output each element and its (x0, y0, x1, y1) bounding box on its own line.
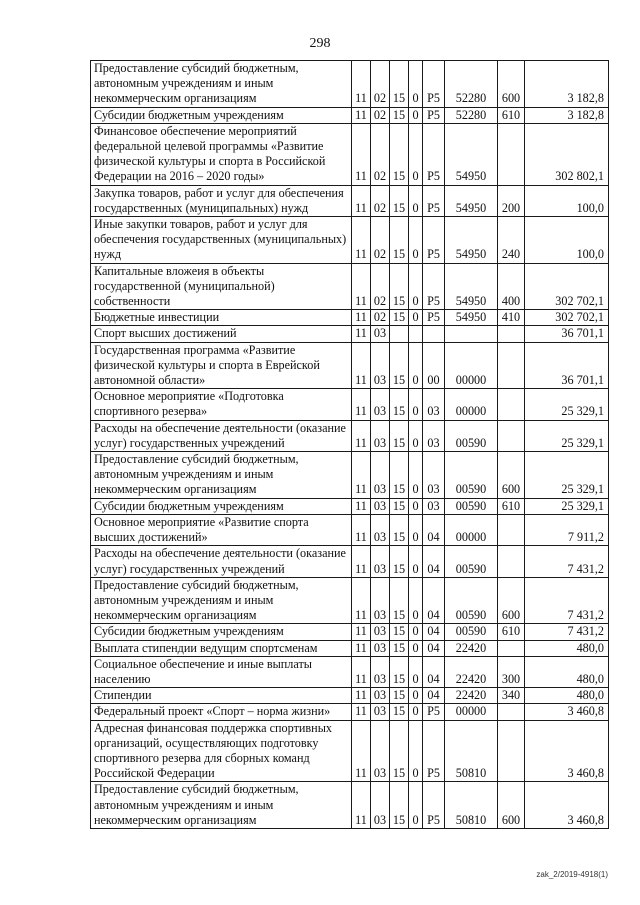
section-code-cell: 11 (352, 577, 371, 624)
table-row (91, 640, 609, 656)
row-name-cell: Субсидии бюджетным учреждениям (91, 498, 352, 514)
table-row (91, 326, 609, 342)
section-code-cell: 11 (352, 688, 371, 704)
event-code-cell: P5 (423, 704, 445, 720)
subprogram-code-cell: 0 (409, 123, 423, 185)
amount-cell: 7 431,2 (525, 624, 609, 640)
section-code-cell: 11 (352, 720, 371, 782)
amount-cell: 480,0 (525, 688, 609, 704)
subsection-code-cell: 03 (371, 452, 390, 499)
program-code-cell: 15 (390, 498, 409, 514)
event-code-cell: 03 (423, 420, 445, 451)
program-code-cell: 15 (390, 123, 409, 185)
amount-cell: 302 702,1 (525, 263, 609, 310)
expense-type-cell: 600 (498, 452, 525, 499)
event-code-cell: 04 (423, 640, 445, 656)
event-code-cell: P5 (423, 217, 445, 264)
table-row (91, 217, 609, 264)
amount-cell: 3 182,8 (525, 61, 609, 108)
expense-type-cell: 200 (498, 185, 525, 216)
event-code-cell: 03 (423, 452, 445, 499)
subprogram-code-cell: 0 (409, 310, 423, 326)
direction-code-cell: 54950 (445, 263, 498, 310)
subprogram-code-cell: 0 (409, 546, 423, 577)
program-code-cell: 15 (390, 107, 409, 123)
direction-code-cell: 50810 (445, 720, 498, 782)
table-row (91, 420, 609, 451)
table-row (91, 61, 609, 108)
direction-code-cell: 50810 (445, 782, 498, 829)
subsection-code-cell: 03 (371, 720, 390, 782)
event-code-cell: 00 (423, 342, 445, 389)
event-code-cell: P5 (423, 185, 445, 216)
program-code-cell: 15 (390, 342, 409, 389)
subsection-code-cell: 03 (371, 342, 390, 389)
direction-code-cell: 00590 (445, 452, 498, 499)
section-code-cell: 11 (352, 263, 371, 310)
subsection-code-cell: 03 (371, 577, 390, 624)
expense-type-cell (498, 640, 525, 656)
event-code-cell: 04 (423, 624, 445, 640)
expense-type-cell: 600 (498, 577, 525, 624)
subprogram-code-cell: 0 (409, 688, 423, 704)
row-name-cell: Адресная финансовая поддержка спортивных организаций, осуществляющих подготовку спортивного резерва для сборных команд Российской Федерации (91, 720, 352, 782)
subprogram-code-cell: 0 (409, 263, 423, 310)
subsection-code-cell: 02 (371, 185, 390, 216)
program-code-cell: 15 (390, 185, 409, 216)
table-row (91, 452, 609, 499)
subsection-code-cell: 03 (371, 656, 390, 687)
event-code-cell: 04 (423, 656, 445, 687)
section-code-cell: 11 (352, 123, 371, 185)
table-row (91, 498, 609, 514)
amount-cell: 25 329,1 (525, 452, 609, 499)
direction-code-cell: 00590 (445, 546, 498, 577)
section-code-cell: 11 (352, 342, 371, 389)
direction-code-cell: 00000 (445, 342, 498, 389)
budget-table (90, 60, 609, 829)
expense-type-cell: 610 (498, 498, 525, 514)
subprogram-code-cell: 0 (409, 107, 423, 123)
event-code-cell: 03 (423, 389, 445, 420)
subprogram-code-cell: 0 (409, 656, 423, 687)
amount-cell: 36 701,1 (525, 342, 609, 389)
subprogram-code-cell: 0 (409, 720, 423, 782)
section-code-cell: 11 (352, 656, 371, 687)
event-code-cell: P5 (423, 123, 445, 185)
expense-type-cell (498, 420, 525, 451)
row-name-cell: Капитальные вложеия в объекты государственной (муниципальной) собственности (91, 263, 352, 310)
subsection-code-cell: 03 (371, 546, 390, 577)
row-name-cell: Выплата стипендии ведущим спортсменам (91, 640, 352, 656)
expense-type-cell (498, 326, 525, 342)
event-code-cell: P5 (423, 61, 445, 108)
direction-code-cell: 00590 (445, 420, 498, 451)
subsection-code-cell: 02 (371, 310, 390, 326)
table-row (91, 546, 609, 577)
amount-cell: 100,0 (525, 217, 609, 264)
program-code-cell (390, 326, 409, 342)
section-code-cell: 11 (352, 420, 371, 451)
program-code-cell: 15 (390, 546, 409, 577)
subsection-code-cell: 03 (371, 498, 390, 514)
table-row (91, 624, 609, 640)
direction-code-cell: 00000 (445, 704, 498, 720)
section-code-cell: 11 (352, 452, 371, 499)
direction-code-cell: 52280 (445, 61, 498, 108)
table-row (91, 688, 609, 704)
direction-code-cell: 52280 (445, 107, 498, 123)
table-row (91, 310, 609, 326)
event-code-cell: 04 (423, 514, 445, 545)
subprogram-code-cell: 0 (409, 782, 423, 829)
program-code-cell: 15 (390, 577, 409, 624)
amount-cell: 3 460,8 (525, 782, 609, 829)
row-name-cell: Иные закупки товаров, работ и услуг для обеспечения государственных (муниципальных) нужд (91, 217, 352, 264)
amount-cell: 7 911,2 (525, 514, 609, 545)
event-code-cell: 04 (423, 688, 445, 704)
amount-cell: 302 802,1 (525, 123, 609, 185)
subprogram-code-cell: 0 (409, 342, 423, 389)
subsection-code-cell: 03 (371, 688, 390, 704)
direction-code-cell: 54950 (445, 310, 498, 326)
subsection-code-cell: 02 (371, 107, 390, 123)
row-name-cell: Предоставление субсидий бюджетным, автономным учреждениям и иным некоммерческим организациям (91, 782, 352, 829)
program-code-cell: 15 (390, 514, 409, 545)
subprogram-code-cell: 0 (409, 498, 423, 514)
row-name-cell: Расходы на обеспечение деятельности (оказание услуг) государственных учреждений (91, 420, 352, 451)
direction-code-cell: 54950 (445, 185, 498, 216)
event-code-cell: 03 (423, 498, 445, 514)
row-name-cell: Стипендии (91, 688, 352, 704)
table-row (91, 123, 609, 185)
row-name-cell: Государственная программа «Развитие физической культуры и спорта в Еврейской автономной области» (91, 342, 352, 389)
subsection-code-cell: 03 (371, 640, 390, 656)
subsection-code-cell: 03 (371, 624, 390, 640)
document-code: zak_2/2019-4918(1) (536, 870, 608, 879)
amount-cell: 3 460,8 (525, 704, 609, 720)
amount-cell: 480,0 (525, 656, 609, 687)
section-code-cell: 11 (352, 624, 371, 640)
subprogram-code-cell: 0 (409, 389, 423, 420)
amount-cell: 25 329,1 (525, 389, 609, 420)
section-code-cell: 11 (352, 514, 371, 545)
expense-type-cell: 400 (498, 263, 525, 310)
subsection-code-cell: 03 (371, 514, 390, 545)
program-code-cell: 15 (390, 688, 409, 704)
direction-code-cell: 54950 (445, 123, 498, 185)
direction-code-cell: 00590 (445, 577, 498, 624)
table-row (91, 656, 609, 687)
table-row (91, 185, 609, 216)
event-code-cell: 04 (423, 546, 445, 577)
amount-cell: 100,0 (525, 185, 609, 216)
row-name-cell: Социальное обеспечение и иные выплаты населению (91, 656, 352, 687)
expense-type-cell (498, 389, 525, 420)
table-row (91, 107, 609, 123)
row-name-cell: Предоставление субсидий бюджетным, автономным учреждениям и иным некоммерческим организациям (91, 452, 352, 499)
direction-code-cell: 00000 (445, 514, 498, 545)
row-name-cell: Спорт высших достижений (91, 326, 352, 342)
row-name-cell: Субсидии бюджетным учреждениям (91, 624, 352, 640)
event-code-cell: P5 (423, 720, 445, 782)
program-code-cell: 15 (390, 452, 409, 499)
program-code-cell: 15 (390, 61, 409, 108)
row-name-cell: Расходы на обеспечение деятельности (оказание услуг) государственных учреждений (91, 546, 352, 577)
program-code-cell: 15 (390, 624, 409, 640)
subprogram-code-cell: 0 (409, 624, 423, 640)
direction-code-cell: 22420 (445, 640, 498, 656)
page-number: 298 (309, 36, 331, 51)
subprogram-code-cell (409, 326, 423, 342)
expense-type-cell (498, 546, 525, 577)
direction-code-cell: 00000 (445, 389, 498, 420)
row-name-cell: Основное мероприятие «Подготовка спортивного резерва» (91, 389, 352, 420)
amount-cell: 36 701,1 (525, 326, 609, 342)
section-code-cell: 11 (352, 185, 371, 216)
section-code-cell: 11 (352, 389, 371, 420)
expense-type-cell (498, 342, 525, 389)
direction-code-cell: 00590 (445, 624, 498, 640)
expense-type-cell: 610 (498, 624, 525, 640)
direction-code-cell: 00590 (445, 498, 498, 514)
expense-type-cell: 610 (498, 107, 525, 123)
direction-code-cell (445, 326, 498, 342)
amount-cell: 25 329,1 (525, 498, 609, 514)
subprogram-code-cell: 0 (409, 61, 423, 108)
expense-type-cell: 410 (498, 310, 525, 326)
subsection-code-cell: 03 (371, 704, 390, 720)
subprogram-code-cell: 0 (409, 577, 423, 624)
event-code-cell (423, 326, 445, 342)
subprogram-code-cell: 0 (409, 185, 423, 216)
row-name-cell: Предоставление субсидий бюджетным, автономным учреждениям и иным некоммерческим организациям (91, 61, 352, 108)
section-code-cell: 11 (352, 640, 371, 656)
event-code-cell: P5 (423, 263, 445, 310)
subprogram-code-cell: 0 (409, 452, 423, 499)
event-code-cell: P5 (423, 107, 445, 123)
row-name-cell: Финансовое обеспечение мероприятий федеральной целевой программы «Развитие физической культуры и спорта в Российской Федерации на 2016 – 2020 годы» (91, 123, 352, 185)
section-code-cell: 11 (352, 217, 371, 264)
row-name-cell: Федеральный проект «Спорт – норма жизни» (91, 704, 352, 720)
subsection-code-cell: 02 (371, 217, 390, 264)
program-code-cell: 15 (390, 217, 409, 264)
expense-type-cell: 240 (498, 217, 525, 264)
amount-cell: 480,0 (525, 640, 609, 656)
expense-type-cell (498, 123, 525, 185)
table-row (91, 263, 609, 310)
table-row (91, 514, 609, 545)
row-name-cell: Предоставление субсидий бюджетным, автономным учреждениям и иным некоммерческим организациям (91, 577, 352, 624)
expense-type-cell: 340 (498, 688, 525, 704)
program-code-cell: 15 (390, 420, 409, 451)
direction-code-cell: 22420 (445, 688, 498, 704)
expense-type-cell (498, 704, 525, 720)
subsection-code-cell: 03 (371, 782, 390, 829)
event-code-cell: P5 (423, 782, 445, 829)
row-name-cell: Основное мероприятие «Развитие спорта высших достижений» (91, 514, 352, 545)
table-row (91, 577, 609, 624)
subsection-code-cell: 02 (371, 61, 390, 108)
program-code-cell: 15 (390, 704, 409, 720)
table-row (91, 389, 609, 420)
subsection-code-cell: 02 (371, 123, 390, 185)
table-row (91, 704, 609, 720)
section-code-cell: 11 (352, 61, 371, 108)
row-name-cell: Бюджетные инвестиции (91, 310, 352, 326)
program-code-cell: 15 (390, 263, 409, 310)
subsection-code-cell: 02 (371, 263, 390, 310)
expense-type-cell (498, 720, 525, 782)
expense-type-cell: 300 (498, 656, 525, 687)
section-code-cell: 11 (352, 704, 371, 720)
program-code-cell: 15 (390, 389, 409, 420)
program-code-cell: 15 (390, 656, 409, 687)
amount-cell: 7 431,2 (525, 577, 609, 624)
subsection-code-cell: 03 (371, 326, 390, 342)
program-code-cell: 15 (390, 782, 409, 829)
table-body (91, 61, 609, 829)
section-code-cell: 11 (352, 326, 371, 342)
program-code-cell: 15 (390, 640, 409, 656)
section-code-cell: 11 (352, 782, 371, 829)
amount-cell: 7 431,2 (525, 546, 609, 577)
section-code-cell: 11 (352, 498, 371, 514)
expense-type-cell (498, 514, 525, 545)
section-code-cell: 11 (352, 310, 371, 326)
amount-cell: 25 329,1 (525, 420, 609, 451)
row-name-cell: Субсидии бюджетным учреждениям (91, 107, 352, 123)
subprogram-code-cell: 0 (409, 217, 423, 264)
table-row (91, 720, 609, 782)
subprogram-code-cell: 0 (409, 640, 423, 656)
section-code-cell: 11 (352, 546, 371, 577)
section-code-cell: 11 (352, 107, 371, 123)
amount-cell: 302 702,1 (525, 310, 609, 326)
event-code-cell: P5 (423, 310, 445, 326)
amount-cell: 3 460,8 (525, 720, 609, 782)
subprogram-code-cell: 0 (409, 514, 423, 545)
direction-code-cell: 22420 (445, 656, 498, 687)
event-code-cell: 04 (423, 577, 445, 624)
row-name-cell: Закупка товаров, работ и услуг для обеспечения государственных (муниципальных) нужд (91, 185, 352, 216)
table-row (91, 342, 609, 389)
table-row (91, 782, 609, 829)
subprogram-code-cell: 0 (409, 704, 423, 720)
program-code-cell: 15 (390, 720, 409, 782)
amount-cell: 3 182,8 (525, 107, 609, 123)
direction-code-cell: 54950 (445, 217, 498, 264)
subsection-code-cell: 03 (371, 420, 390, 451)
expense-type-cell: 600 (498, 61, 525, 108)
expense-type-cell: 600 (498, 782, 525, 829)
subsection-code-cell: 03 (371, 389, 390, 420)
subprogram-code-cell: 0 (409, 420, 423, 451)
program-code-cell: 15 (390, 310, 409, 326)
